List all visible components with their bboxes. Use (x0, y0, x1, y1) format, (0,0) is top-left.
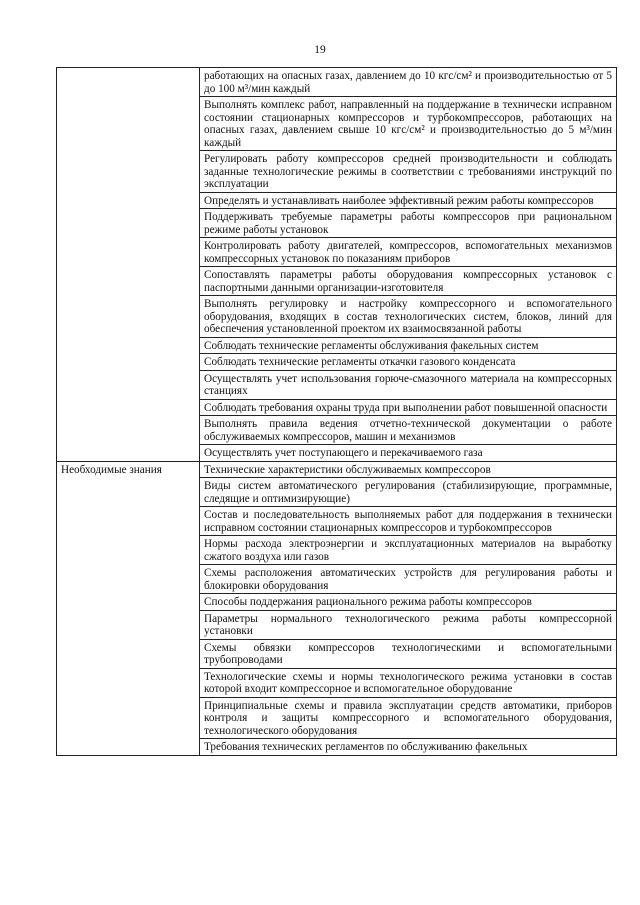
requirement-item: Требования технических регламентов по обслуживанию факельных (200, 739, 617, 756)
requirement-item: Определять и устанавливать наиболее эффективный режим работы компрессоров (200, 192, 617, 209)
requirement-item: Соблюдать технические регламенты обслуживания факельных систем (200, 337, 617, 354)
requirement-item: Технические характеристики обслуживаемых компрессоров (200, 461, 617, 478)
row-category-label: Необходимые знания (57, 461, 200, 755)
requirement-item: Технологические схемы и нормы технологического режима установки в состав которой входит компрессорное и вспомогательное оборудование (200, 668, 617, 697)
requirement-item: Принципиальные схемы и правила эксплуатации средств автоматики, приборов контроля и защиты компрессорного и вспомогательного оборудования, технологического оборудования (200, 697, 617, 739)
requirement-item: Нормы расхода электроэнергии и эксплуатационных материалов на выработку сжатого воздуха или газов (200, 536, 617, 565)
requirement-item: Параметры нормального технологического режима работы компрессорной установки (200, 610, 617, 639)
requirement-item: Поддерживать требуемые параметры работы компрессоров при рациональном режиме работы установок (200, 209, 617, 238)
requirement-item: Соблюдать технические регламенты откачки газового конденсата (200, 354, 617, 371)
row-category-label (57, 68, 200, 462)
requirement-item: Выполнять правила ведения отчетно-технической документации о работе обслуживаемых компрессоров, машин и механизмов (200, 416, 617, 445)
requirement-item: Схемы расположения автоматических устройств для регулирования работы и блокировки оборудования (200, 565, 617, 594)
requirement-item: Способы поддержания рационального режима работы компрессоров (200, 594, 617, 611)
page-number: 19 (314, 44, 326, 56)
requirement-item: Регулировать работу компрессоров средней производительности и соблюдать заданные технологические режимы в соответствии с требованиями инструкций по эксплуатации (200, 151, 617, 193)
requirement-item: Соблюдать требования охраны труда при выполнении работ повышенной опасности (200, 399, 617, 416)
requirement-item: работающих на опасных газах, давлением до 10 кгс/см² и производительностью от 5 до 100 м³/мин каждый (200, 68, 617, 97)
requirements-table (56, 67, 617, 756)
table-row (57, 68, 617, 97)
requirement-item: Сопоставлять параметры работы оборудования компрессорных установок с паспортными данными организации-изготовителя (200, 267, 617, 296)
requirement-item: Схемы обвязки компрессоров технологическими и вспомогательными трубопроводами (200, 639, 617, 668)
requirement-item: Виды систем автоматического регулирования (стабилизирующие, программные, следящие и оптимизирующие) (200, 478, 617, 507)
requirement-item: Контролировать работу двигателей, компрессоров, вспомогательных механизмов компрессорных установок по показаниям приборов (200, 238, 617, 267)
requirement-item: Осуществлять учет поступающего и перекачиваемого газа (200, 445, 617, 462)
table-row (57, 461, 617, 478)
requirement-item: Выполнять регулировку и настройку компрессорного и вспомогательного оборудования, входящих в состав технологических систем, блоков, линий для обеспечения установленной проектом их взаимосвязанной работы (200, 296, 617, 338)
requirement-item: Осуществлять учет использования горюче-смазочного материала на компрессорных станциях (200, 370, 617, 399)
requirement-item: Состав и последовательность выполняемых работ для поддержания в технически исправном состоянии стационарных компрессоров и турбокомпрессоров (200, 507, 617, 536)
requirement-item: Выполнять комплекс работ, направленный на поддержание в технически исправном состоянии стационарных компрессоров и турбокомпрессоров, работающих на опасных газах, давлением свыше 10 кгс/см² и производительностью до 5 м³/мин каждый (200, 97, 617, 151)
